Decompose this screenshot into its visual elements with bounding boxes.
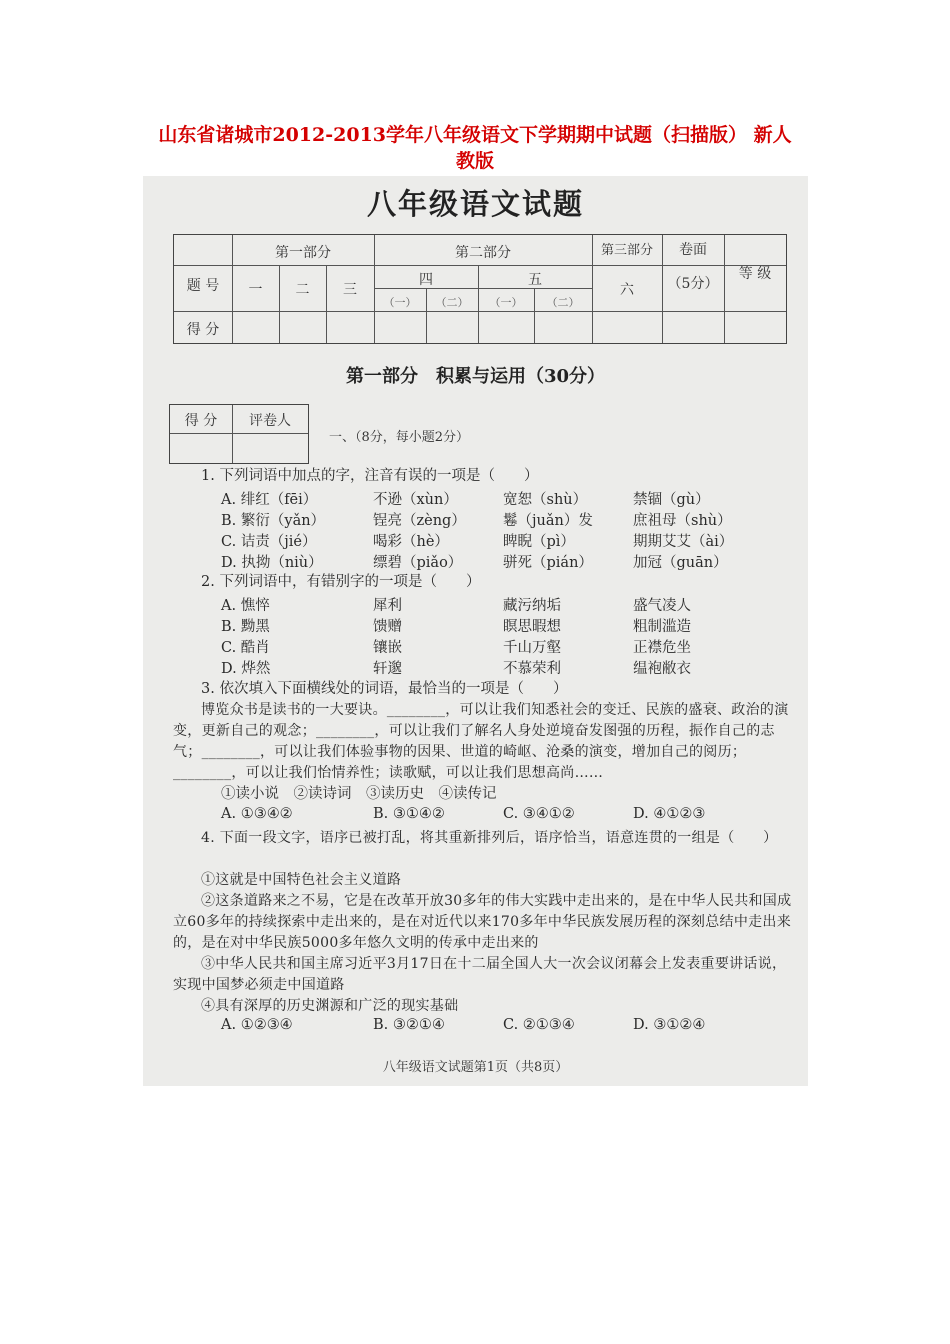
grader-reviewer-label: 评卷人	[249, 413, 291, 429]
q2-option: 犀利	[373, 598, 402, 614]
q1-option: 加冠（guān）	[633, 555, 728, 571]
q1-option: 喝彩（hè）	[373, 534, 449, 550]
page-footer: 八年级语文试题第1页（共8页）	[382, 1060, 569, 1075]
col-q5-sub1: （一）	[489, 296, 523, 309]
q2-option: 藏污纳垢	[503, 598, 561, 614]
q2-option: D. 烨然	[221, 661, 271, 677]
col-q1: 一	[248, 282, 263, 298]
grader-box	[169, 404, 309, 464]
table-rule	[170, 433, 308, 434]
grader-score-label: 得 分	[184, 413, 218, 429]
q2-option: 不慕荣利	[503, 661, 561, 677]
q1-option: 庶祖母（shù）	[633, 513, 732, 529]
q4-sentence-3: ③中华人民共和国主席习近平3月17日在十二届全国人大一次会议闭幕会上发表重要讲话说，实现中国梦必须走中国道路	[173, 956, 787, 993]
q2-option: B. 黝黑	[221, 619, 270, 635]
part3-header: 第三部分	[600, 243, 653, 258]
q2-option: 镶嵌	[373, 640, 402, 656]
q2-option: 轩邈	[373, 661, 402, 677]
section1-heading: 一、（8分，每小题2分）	[329, 430, 470, 445]
q1-option: 锃亮（zèng）	[373, 513, 466, 529]
question-number-label: 题 号	[186, 278, 220, 294]
q1-option: 期期艾艾（ài）	[633, 534, 734, 550]
q4-stem: 4. 下面一段文字，语序已被打乱，将其重新排列后，语序恰当，语意连贯的一组是（ ）	[201, 830, 778, 846]
table-rule	[174, 311, 786, 312]
table-rule	[174, 265, 786, 266]
q1-option: 骈死（pián）	[503, 555, 593, 571]
q1-option: 睥睨（pì）	[503, 534, 575, 550]
q4-option-b: B. ③②①④	[373, 1017, 445, 1033]
col-q4-sub2: （二）	[435, 296, 469, 309]
q3-option-a: A. ①③④②	[221, 806, 293, 822]
col-q4-sub1: （一）	[383, 296, 417, 309]
q3-option-c: C. ③④①②	[503, 806, 575, 822]
table-rule	[279, 265, 280, 343]
part1-header: 第一部分	[275, 245, 331, 261]
q3-option-b: B. ③①④②	[373, 806, 445, 822]
q1-option: C. 诘责（jié）	[221, 534, 317, 550]
col-q2: 二	[295, 282, 310, 298]
q3-stem: 3. 依次填入下面横线处的词语，最恰当的一项是（ ）	[201, 681, 568, 697]
q4-sentence-4: ④具有深厚的历史渊源和广泛的现实基础	[201, 998, 459, 1014]
grade-header: 等 级	[738, 266, 772, 282]
score-table	[173, 234, 787, 344]
q3-items: ①读小说 ②读诗词 ③读历史 ④读传记	[221, 786, 497, 802]
col-q4: 四	[419, 272, 433, 288]
neatness-header: 卷面	[679, 242, 707, 258]
q4-option-d: D. ③①②④	[633, 1017, 706, 1033]
q2-option: A. 憔悴	[221, 598, 270, 614]
q2-option: 正襟危坐	[633, 640, 691, 656]
table-rule	[326, 265, 327, 343]
q2-option: 馈赠	[373, 619, 402, 635]
q2-option: 盛气凌人	[633, 598, 691, 614]
q2-option: 缊袍敝衣	[633, 661, 691, 677]
q1-option: D. 执拗（niù）	[221, 555, 323, 571]
q1-option: 宽恕（shù）	[503, 492, 588, 508]
q1-option: B. 繁衍（yǎn）	[221, 513, 326, 529]
q4-option-c: C. ②①③④	[503, 1017, 575, 1033]
part1-title: 第一部分 积累与运用（30分）	[345, 366, 606, 387]
q4-sentence-1: ①这就是中国特色社会主义道路	[201, 872, 402, 888]
q1-option: 禁锢（gù）	[633, 492, 710, 508]
part2-header: 第二部分	[455, 245, 511, 261]
col-q5: 五	[528, 272, 542, 288]
q2-option: C. 酷肖	[221, 640, 270, 656]
q2-option: 粗制滥造	[633, 619, 691, 635]
col-q3: 三	[343, 282, 357, 298]
col-q5-sub2: （二）	[546, 296, 580, 309]
neatness-points: （5分）	[667, 276, 719, 292]
col-q6: 六	[620, 282, 634, 298]
q2-option: 千山万壑	[503, 640, 561, 656]
q2-stem: 2. 下列词语中，有错别字的一项是（ ）	[201, 574, 481, 590]
q3-passage: 博览众书是读书的一大要诀。________，可以让我们知悉社会的变迁、民族的盛衰、政治的演变，更新自己的观念；________，可以让我们了解名人身处逆境奋发图强的历程，振作自己的志气；________，可以让我们体验事物的因果、世道的崎岖、沧桑的演变，增加自己的阅历；________，可以让我们怡情养性；读歌赋，可以让我们思想高尚……	[173, 702, 789, 781]
scanned-exam-page	[143, 176, 808, 1086]
q1-option: 缥碧（piǎo）	[373, 555, 463, 571]
q4-option-a: A. ①②③④	[221, 1017, 293, 1033]
document-title: 山东省诸城市2012-2013学年八年级语文下学期期中试题（扫描版） 新人教版	[158, 124, 792, 172]
table-rule	[724, 235, 725, 343]
q4-sentence-2: ②这条道路来之不易，它是在改革开放30多年的伟大实践中走出来的，是在中华人民共和国成立60多年的持续探索中走出来的，是在对近代以来170多年中华民族发展历程的深刻总结中走出来的，是在对中华民族5000多年悠久文明的传承中走出来的	[173, 893, 792, 951]
q1-option: 鬈（juǎn）发	[503, 513, 593, 529]
q1-option: A. 绯红（fēi）	[221, 492, 318, 508]
q1-option: 不逊（xùn）	[373, 492, 458, 508]
paper-title: 八年级语文试题	[366, 187, 584, 221]
q3-option-d: D. ④①②③	[633, 806, 706, 822]
score-row-label: 得 分	[186, 322, 220, 338]
q1-stem: 1. 下列词语中加点的字，注音有误的一项是（ ）	[201, 468, 539, 484]
q2-option: 瞑思暇想	[503, 619, 561, 635]
